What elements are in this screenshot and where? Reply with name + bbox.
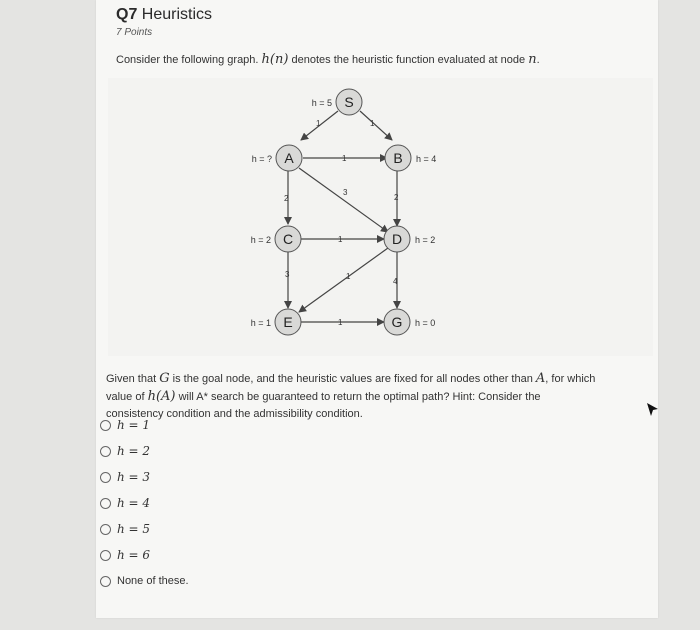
prompt-pre: Consider the following graph. [116,54,259,66]
node-B-heuristic: h = 4 [416,154,437,164]
option-h-4[interactable] [100,490,189,516]
radio-button[interactable] [100,550,111,561]
node-D-heuristic: h = 2 [415,235,436,245]
node-S [312,89,362,115]
prompt-func: h(n) [261,52,289,67]
node-C [251,226,301,252]
option-label: h = 5 [117,522,151,536]
option-label: h = 4 [117,496,151,510]
graph-svg [108,78,653,356]
body-text-3: , for which value of [106,373,596,403]
weight-C-D: 1 [338,235,343,244]
node-D-label: D [391,231,403,247]
option-h-3[interactable] [100,464,189,490]
question-card [96,0,658,618]
radio-button[interactable] [100,498,111,509]
edge-D-E [299,248,388,312]
question-number: Q7 [116,6,138,23]
radio-button[interactable] [100,420,111,431]
weight-E-G: 1 [338,318,343,327]
node-S-heuristic: h = 5 [311,98,332,108]
edge-S-B [360,111,392,140]
node-D [384,226,435,252]
body-goal-node: G [159,371,170,386]
node-E-heuristic: h = 1 [250,318,271,328]
prompt-var: n [528,52,537,67]
option-h-6[interactable] [100,542,189,568]
option-none[interactable] [100,568,189,594]
prompt-end: . [536,54,540,66]
radio-button[interactable] [100,472,111,483]
option-label: None of these. [117,575,189,587]
option-label: h = 1 [117,418,151,432]
node-C-label: C [282,231,294,247]
graph-figure [108,78,653,356]
mouse-cursor-icon [646,402,660,418]
node-E-label: E [283,314,293,330]
node-B-label: B [393,150,403,166]
node-A [252,145,302,171]
weight-D-E: 1 [346,272,351,281]
body-text-2: is the goal node, and the heuristic values are fixed for all nodes other than [172,373,533,385]
answer-options [100,412,189,594]
option-label: h = 2 [117,444,151,458]
weight-A-B: 1 [342,154,347,163]
body-node-a: A [535,371,546,386]
question-title [116,6,212,24]
weight-S-B: 1 [370,119,375,128]
weight-A-D: 3 [343,188,348,197]
question-title-text: Heuristics [141,6,213,23]
body-h-a: h(A) [147,389,176,404]
node-S-label: S [344,94,354,110]
weight-A-C: 2 [284,194,289,203]
question-prompt [116,52,540,67]
question-points: 7 Points [116,27,153,38]
weight-D-G: 4 [393,277,398,286]
node-G-label: G [391,314,403,330]
option-h-5[interactable] [100,516,189,542]
node-E [251,309,301,335]
prompt-mid: denotes the heuristic function evaluated at node [291,54,526,66]
weight-C-E: 3 [285,270,290,279]
node-C-heuristic: h = 2 [250,235,271,245]
option-h-2[interactable] [100,438,189,464]
option-label: h = 3 [117,470,151,484]
option-h-1[interactable] [100,412,189,438]
body-text-1: Given that [106,373,157,385]
radio-button[interactable] [100,446,111,457]
node-B [385,145,436,171]
radio-button[interactable] [100,576,111,587]
edge-A-D [299,168,388,232]
weight-S-A: 1 [316,119,321,128]
node-A-label: A [284,150,294,166]
radio-button[interactable] [100,524,111,535]
weight-B-D: 2 [394,193,399,202]
node-G [384,309,435,335]
node-A-heuristic: h = ? [251,154,272,164]
node-G-heuristic: h = 0 [415,318,436,328]
option-label: h = 6 [117,548,151,562]
body-text-4: will A* search be guaranteed to return the optimal path? Hint: Consider the consistency condition and the admissibility condition. [106,391,541,420]
